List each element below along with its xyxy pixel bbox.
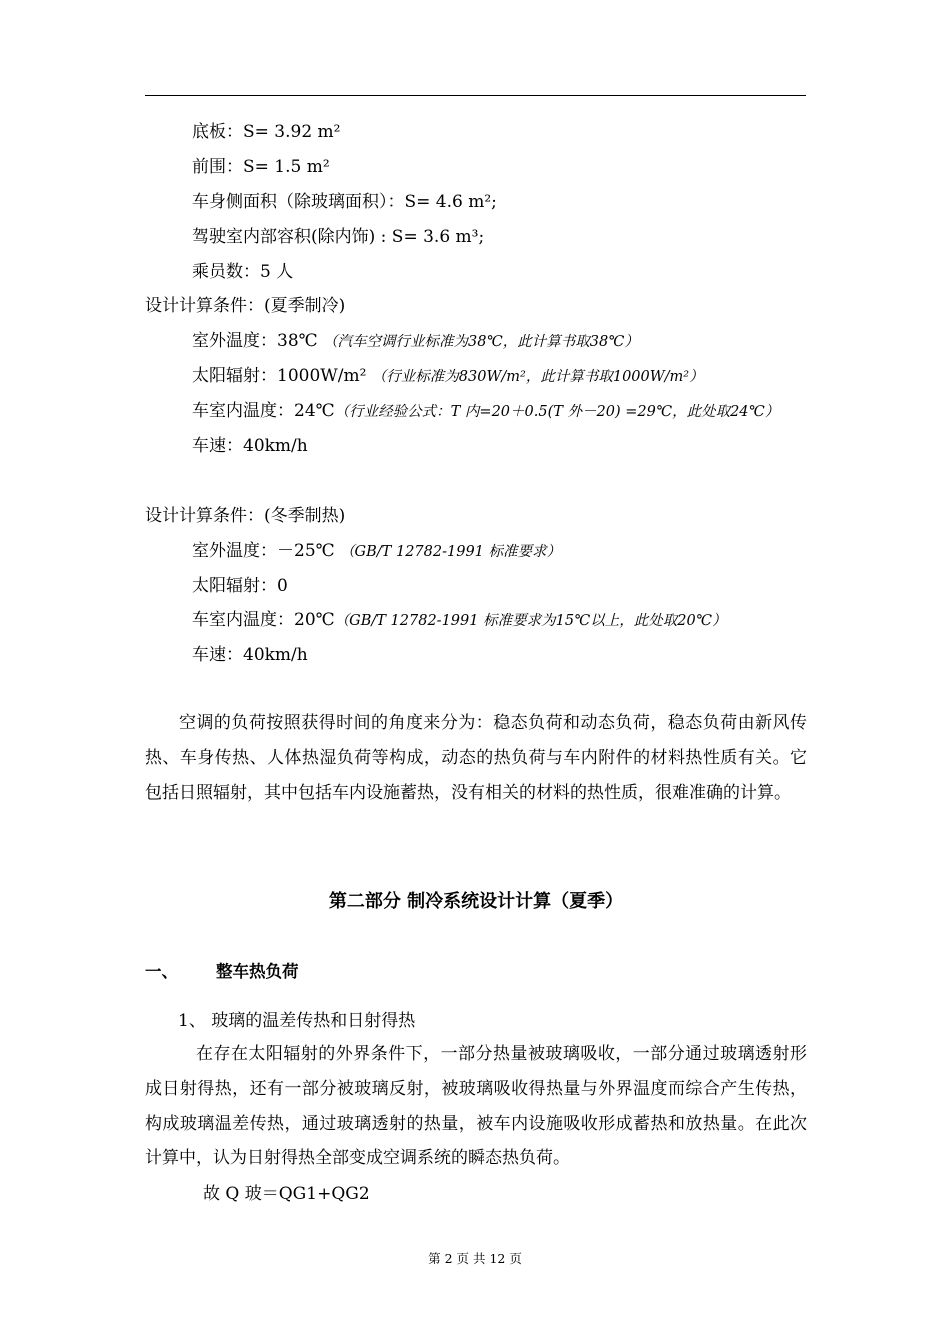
summer-indoor-note: （行业经验公式：T 内=20＋0.5(T 外－20) =29℃，此处取24℃） [334,404,780,420]
summer-speed: 车速：40km/h [192,436,308,456]
winter-outdoor-label: 室外温度：－25℃ [192,541,335,561]
page-footer: 第 2 页 共 12 页 [428,1251,522,1266]
summer-indoor-temp [192,401,779,422]
formula: 故 Q 玻＝QG1+QG2 [203,1184,370,1204]
summer-outdoor-label: 室外温度：38℃ [192,331,318,351]
winter-indoor-label: 车室内温度：20℃ [192,610,335,630]
winter-solar: 太阳辐射：0 [192,576,288,596]
passenger-count: 乘员数：5 人 [192,262,294,282]
summer-indoor-label: 车室内温度：24℃ [192,401,335,421]
summer-heading: 设计计算条件：(夏季制冷) [145,296,346,316]
intro-paragraph [145,706,807,810]
winter-indoor-temp [192,610,726,631]
part-title: 第二部分 制冷系统设计计算（夏季） [328,891,624,912]
winter-indoor-note: （GB/T 12782-1991 标准要求为15℃以上，此处取20℃） [334,613,727,629]
intro-paragraph-text: 空调的负荷按照获得时间的角度来分为：稳态负荷和动态负荷，稳态负荷由新风传热、车身传热、人体热湿负荷等构成，动态的热负荷与车内附件的材料热性质有关。它包括日照辐射，其中包括车内设施蓄热，没有相关的材料的热性质，很难准确的计算。 [145,713,807,803]
glass-paragraph [145,1037,807,1176]
cabin-volume: 驾驶室内部容积(除内饰) : S= 3.6 m³; [192,227,485,247]
winter-outdoor-note: （GB/T 12782-1991 标准要求） [340,544,562,560]
summer-outdoor-temp [192,331,639,352]
floor-area: 底板：S= 3.92 m² [192,122,341,142]
winter-outdoor-temp [192,541,561,562]
summer-solar-label: 太阳辐射：1000W/m² [192,366,367,386]
summer-solar [192,366,704,387]
header-rule [145,95,806,96]
winter-speed: 车速：40km/h [192,645,308,665]
summer-solar-note: （行业标准为830W/m²，此计算书取1000W/m²） [371,369,704,385]
section-title: 整车热负荷 [216,962,299,981]
section-number: 一、 [145,962,178,981]
summer-outdoor-note: （汽车空调行业标准为38℃，此计算书取38℃） [323,334,639,350]
winter-heading: 设计计算条件：(冬季制热) [145,506,346,526]
subsection-title: 1、 玻璃的温差传热和日射得热 [178,1011,416,1031]
side-area: 车身侧面积（除玻璃面积）：S= 4.6 m²; [192,192,497,212]
glass-paragraph-text: 在存在太阳辐射的外界条件下，一部分热量被玻璃吸收，一部分通过玻璃透射形成日射得热，还有一部分被玻璃反射，被玻璃吸收得热量与外界温度而综合产生传热，构成玻璃温差传热，通过玻璃透射的热量，被车内设施吸收形成蓄热和放热量。在此次计算中，认为日射得热全部变成空调系统的瞬态热负荷。 [145,1044,807,1169]
front-area: 前围：S= 1.5 m² [192,157,330,177]
